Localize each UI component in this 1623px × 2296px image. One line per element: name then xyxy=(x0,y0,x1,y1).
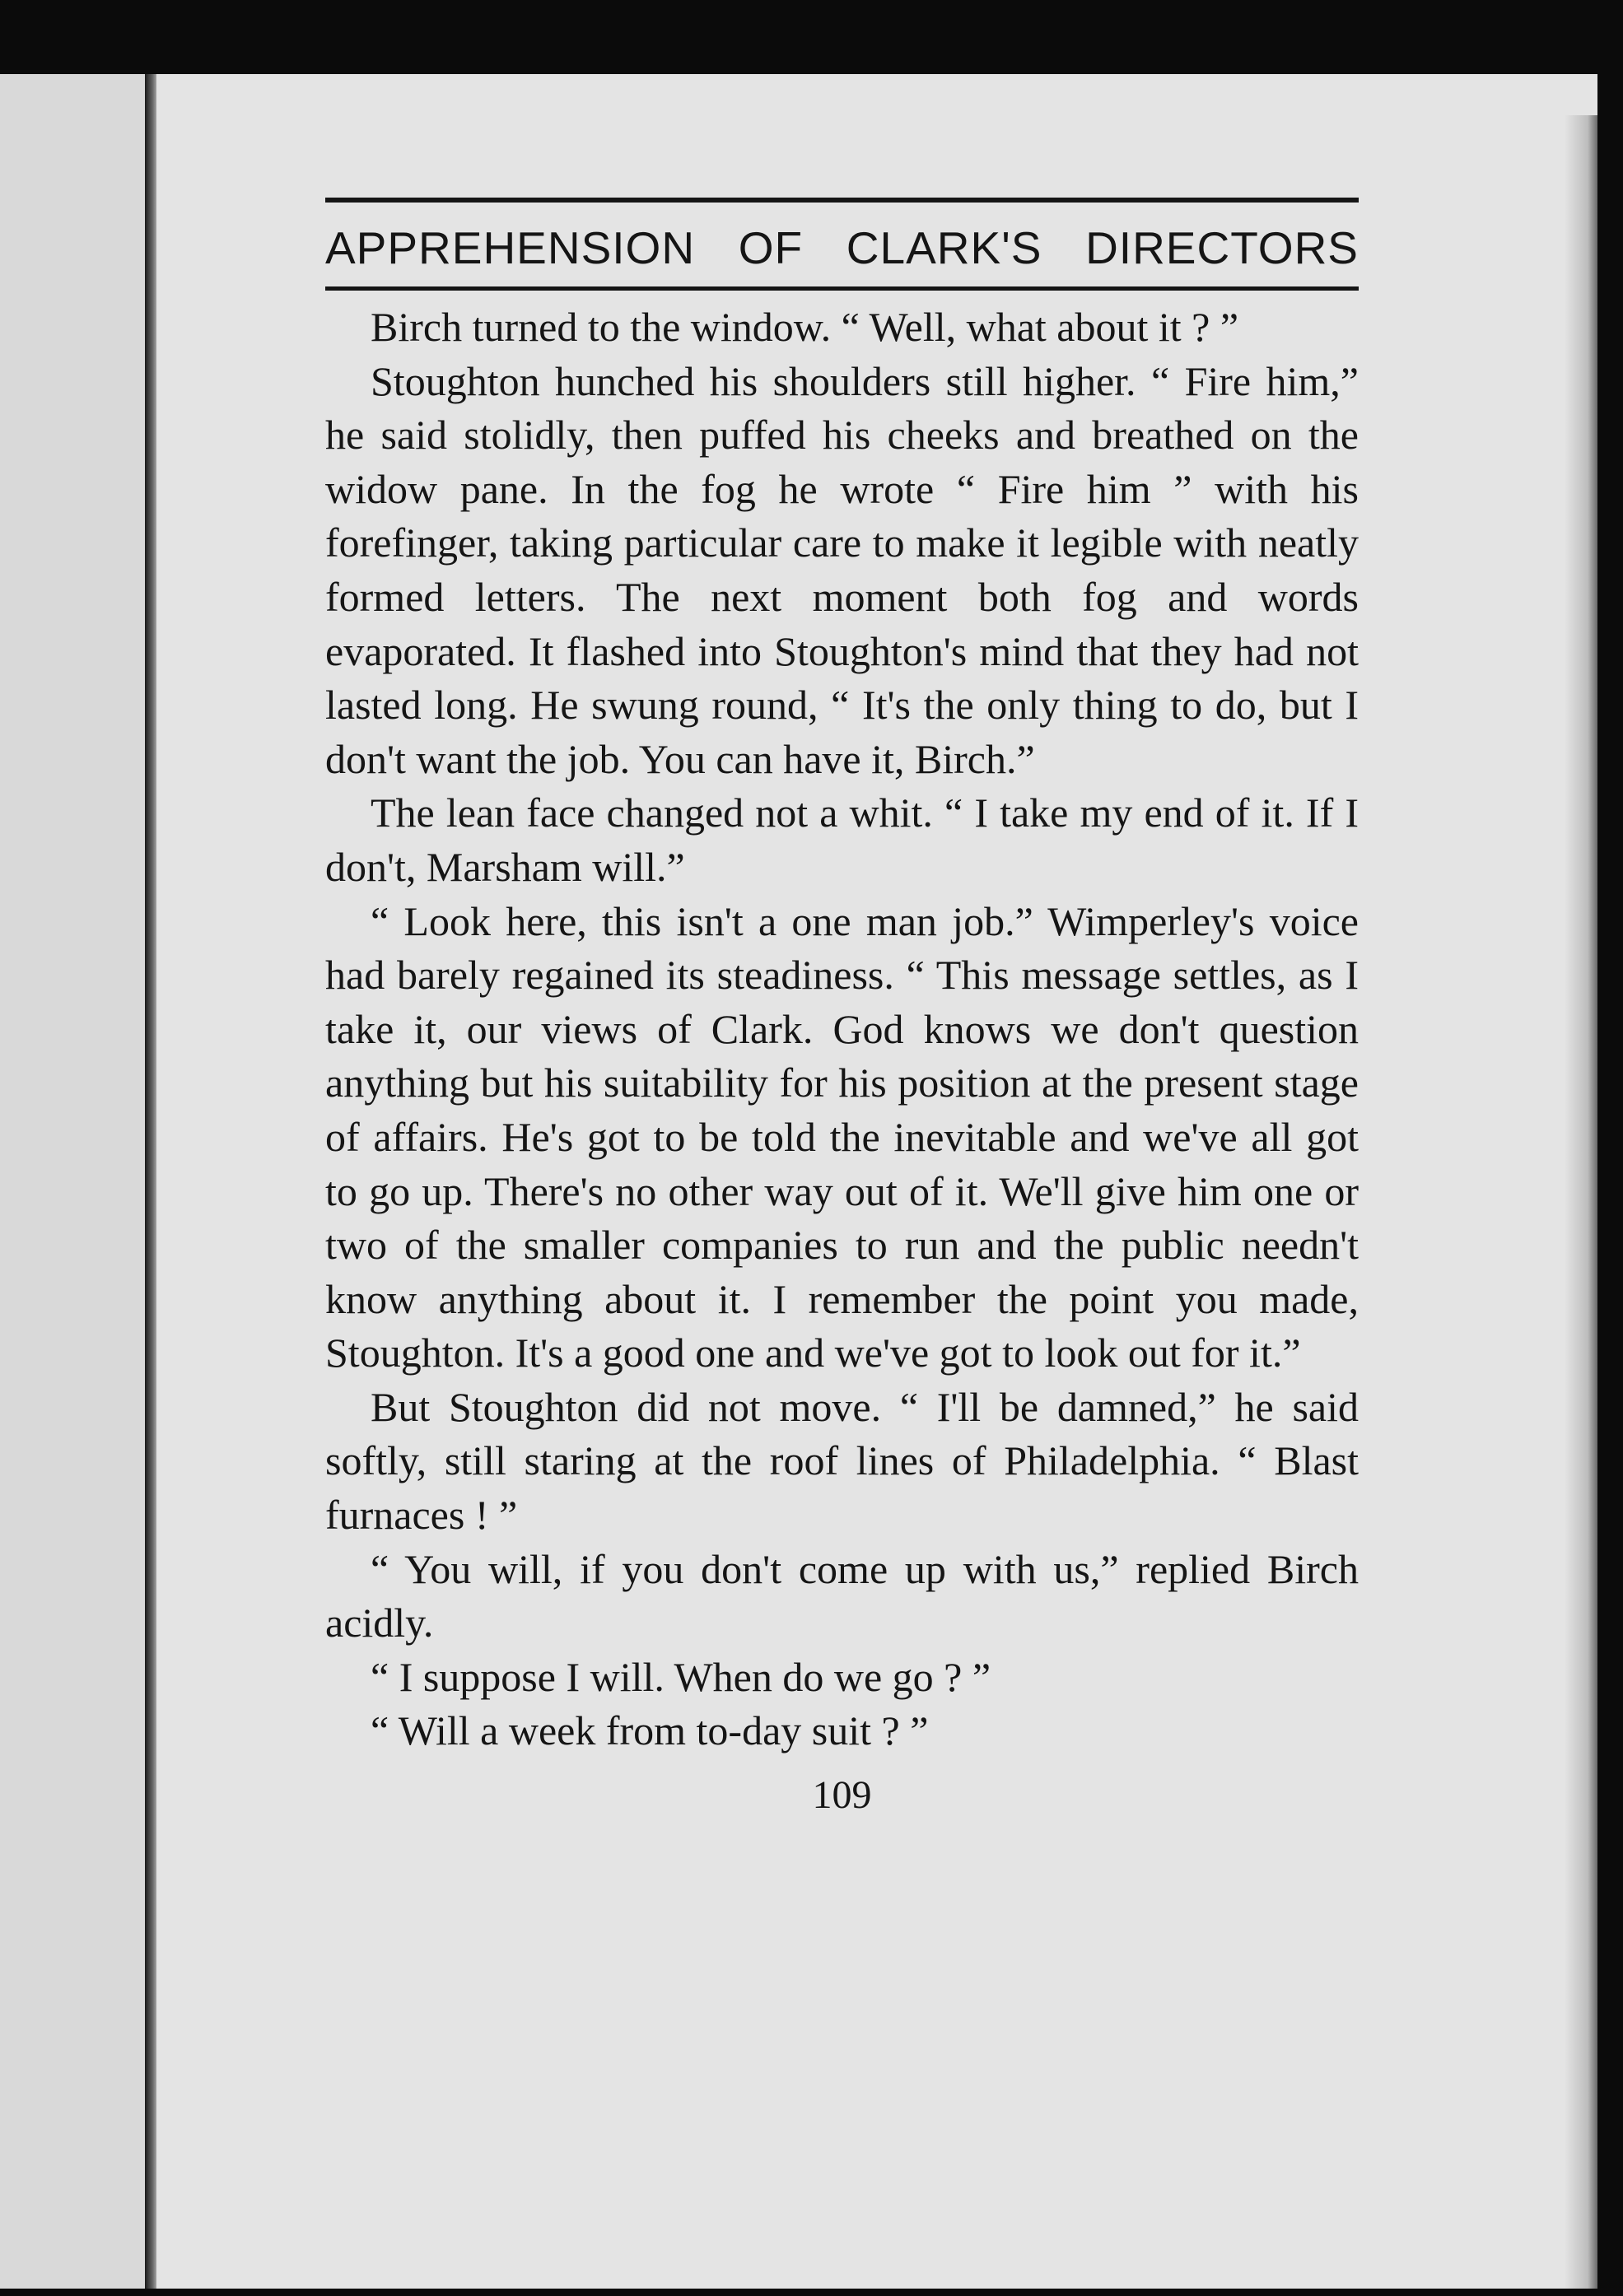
page-number: 109 xyxy=(812,1773,872,1818)
paragraph-2: Stoughton hunched his shoulders still higher. “ Fire him,” he said stolidly, then puffed his cheeks and breathed on the widow pane. In the fog he wrote “ Fire him ” with his forefinger, taking particular care to make it legible with neatly formed letters. The next moment both fog and words evaporated. It flashed into Stoughton's mind that they had not lasted long. He swung round, “ It's the only thing to do, but I don't want the job. You can have it, Birch.” xyxy=(325,357,1359,782)
running-head: APPREHENSION OF CLARK'S DIRECTORS xyxy=(325,222,1359,273)
paragraph-7: “ I suppose I will. When do we go ? ” xyxy=(371,1653,991,1700)
paragraph-8: “ Will a week from to-day suit ? ” xyxy=(371,1707,929,1754)
paragraph-4: “ Look here, this isn't a one man job.” Wimperley's voice had barely regained its steadiness. “ This message settles, as I take it, our views of Clark. God knows we don't question anything but his suitability for his position at the present stage of affairs. He's got to be told the inevitable and we've all got to go up. There's no other way out of it. We'll give him one or two of the smaller companies to run and the public needn't know anything about it. I remember the point you made, Stoughton. It's a good one and we've got to look out for it.” xyxy=(325,897,1359,1376)
facing-page-edge xyxy=(0,74,145,2289)
header-rule-bottom xyxy=(325,286,1359,291)
text-block xyxy=(325,198,1359,1824)
paragraph-6: “ You will, if you don't come up with us,” replied Birch acidly. xyxy=(325,1545,1359,1646)
paragraph-5: But Stoughton did not move. “ I'll be damned,” he said softly, still staring at the roof lines of Philadelphia. “ Blast furnaces ! ” xyxy=(325,1383,1359,1539)
header-rule-top xyxy=(325,198,1359,203)
paragraph-3: The lean face changed not a whit. “ I take my end of it. If I don't, Marsham will.” xyxy=(325,789,1359,890)
paragraph-1: Birch turned to the window. “ Well, what about it ? ” xyxy=(371,304,1239,350)
page-right-edge xyxy=(1565,115,1597,2289)
